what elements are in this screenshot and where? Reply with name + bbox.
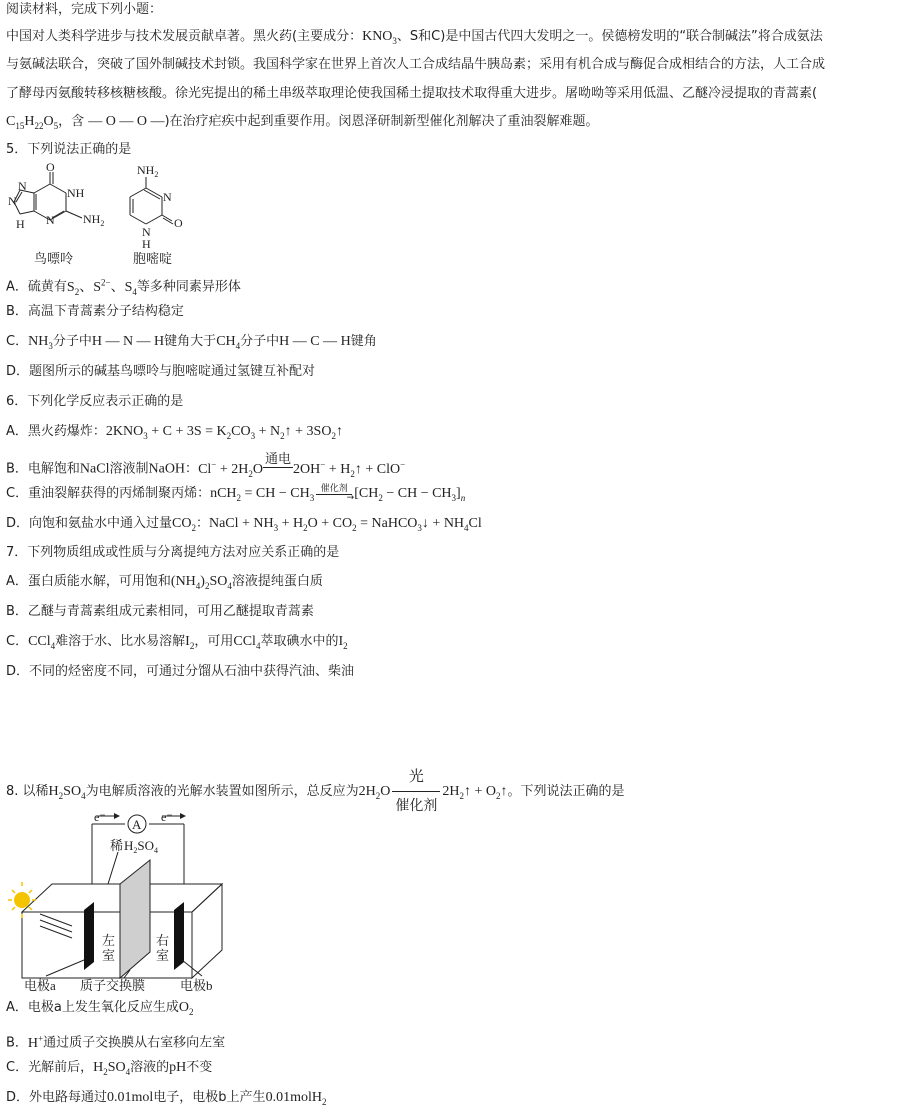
q5-option-d: D．题图所示的碱基鸟嘌呤与胞嘧啶通过氢键互补配对: [6, 364, 316, 379]
q8-stem: 8. 以稀$H_2SO_4$为电解质溶液的光解水装置如图所示，总反应为$2H_2O$ 光 催化剂 $2H_2↑$ + $O_2↑$。下列说法正确的是: [6, 767, 625, 814]
q5-option-a: A．硫黄有$S_2$、$S^{2-}$、$S_4$等多种同素异形体: [6, 277, 241, 297]
svg-text:O: O: [46, 160, 55, 174]
intro-line-4: $C_{15}H_{22}O_5$，含 — O — O —)在治疗疟疾中起到重要作用。闵恩泽研制新型催化剂解决了重油裂解难题。: [6, 114, 599, 131]
left-room-label-2: 室: [102, 948, 116, 963]
svg-text:O: O: [174, 216, 183, 230]
svg-text:N: N: [8, 194, 17, 208]
q7-option-d: D．不同的烃密度不同，可通过分馏从石油中获得汽油、柴油: [6, 664, 355, 679]
svg-text:H: H: [16, 217, 25, 231]
cytosine-label: 胞嘧啶: [133, 252, 173, 267]
intro-line-1: 中国对人类科学进步与技术发展贡献卓著。黑火药(主要成分：$KNO_3$、S和C)是中国古代四大发明之一。侯德榜发明的“联合制碱法”将合成氨法: [6, 29, 823, 46]
svg-text:N: N: [46, 213, 55, 227]
material-heading: 阅读材料，完成下列小题：: [6, 2, 163, 17]
q5-option-b: B．高温下青蒿素分子结构稳定: [6, 304, 184, 319]
svg-text:e⁻: e⁻: [161, 810, 173, 824]
intro-line-3: 了酵母丙氨酸转移核糖核酸。徐光宪提出的稀土串级萃取理论使我国稀土提取技术取得重大进步。屠呦呦等采用低温、乙醚冷浸提取的青蒿素(: [6, 86, 818, 101]
q7-option-a: A．蛋白质能水解，可用饱和$(NH_4)_2SO_4$溶液提纯蛋白质: [6, 574, 323, 591]
q7-option-c: C．CCl$_4$难溶于水、比水易溶解$I_2$，可用CCl$_4$萃取碘水中的$I_2$: [6, 634, 348, 651]
q6-option-c: C．重油裂解获得的丙烯制聚丙烯：nCH$_2$ = CH − $CH_3^{催化剂}$ → [$CH_2$ − CH − $CH_3]_n$: [6, 484, 466, 503]
svg-text:N: N: [142, 225, 151, 239]
svg-text:N: N: [163, 190, 172, 204]
q8-option-b: B．H+通过质子交换膜从右室移向左室: [6, 1033, 226, 1051]
q6-option-b: B．电解饱和NaCl溶液制NaOH：$Cl^- + 2H_2O$通电 $2OH^- + H_2↑ + ClO^-$: [6, 452, 406, 479]
q6-stem: 6．下列化学反应表示正确的是: [6, 394, 184, 409]
q7-option-b: B．乙醚与青蒿素组成元素相同，可用乙醚提取青蒿素: [6, 604, 314, 619]
svg-text:H2SO4: $H_2SO_4$: [124, 838, 159, 855]
electrode-a-label: 电极a: [24, 978, 56, 993]
q5-option-c: C．$NH_3$分子中H — N — H键角大于$CH_4$分子中H — C — H键角: [6, 334, 377, 351]
electrode-b-label: 电极b: [180, 978, 213, 993]
svg-text:e⁻: e⁻: [94, 810, 106, 824]
q5-stem: 5．下列说法正确的是: [6, 142, 132, 157]
electrolyte-label: 稀: [110, 839, 124, 854]
q7-stem: 7．下列物质组成或性质与分离提纯方法对应关系正确的是: [6, 545, 340, 560]
svg-text:N: N: [18, 179, 27, 193]
photolysis-cell-figure: [6, 810, 246, 995]
q8-option-c: C．光解前后，$H_2SO_4$溶液的pH不变: [6, 1060, 213, 1077]
right-room-label-1: 右: [156, 933, 170, 948]
svg-text:NH2: $NH_2$: [83, 212, 105, 228]
q8-option-a: A．电极a上发生氧化反应生成$O_2$: [6, 1000, 194, 1017]
right-room-label-2: 室: [156, 948, 170, 963]
svg-text:NH: NH: [67, 186, 85, 200]
ammeter-label: A: [132, 817, 142, 832]
q6-option-d: D．向饱和氨盐水中通入过量$CO_2$：NaCl + $NH_3 + H_2O + CO_2$ = NaHCO$_3$↓ + $NH_4Cl$: [6, 516, 482, 533]
left-room-label-1: 左: [102, 933, 116, 948]
q8-option-d: D．外电路每通过0.01mol电子，电极b上产生0.01molH$_2$: [6, 1090, 327, 1107]
svg-text:NH2: $NH_2$: [137, 163, 159, 179]
svg-text:H: H: [142, 237, 151, 251]
intro-line-2: 与氨碱法联合，突破了国外制碱技术封锁。我国科学家在世界上首次人工合成结晶牛胰岛素；采用有机合成与酶促合成相结合的方法，人工合成: [6, 57, 826, 72]
membrane-label: 质子交换膜: [80, 978, 146, 993]
q6-option-a: A．黑火药爆炸：$2KNO_3 + C + 3S = K_2CO_3$ + $N_2↑$ + $3SO_2↑$: [6, 424, 343, 441]
guanine-label: 鸟嘌呤: [34, 252, 74, 267]
